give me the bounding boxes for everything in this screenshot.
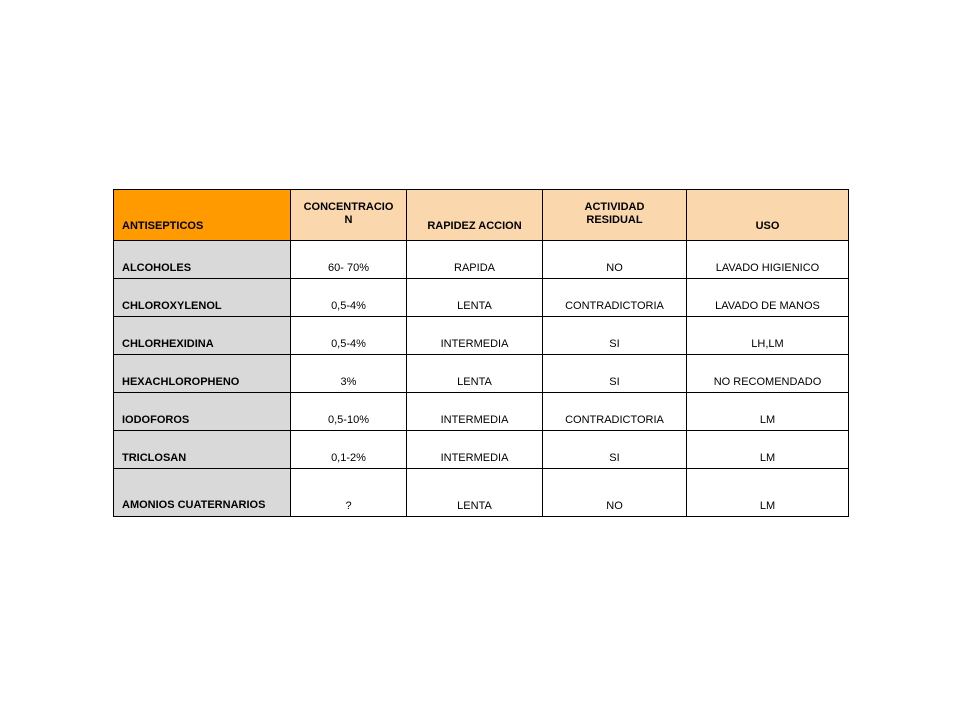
header-concentracion xyxy=(291,190,407,241)
cell-antiseptico: ALCOHOLES xyxy=(114,241,291,279)
cell-uso: NO RECOMENDADO xyxy=(687,355,849,393)
header-rapidez-accion: RAPIDEZ ACCION xyxy=(407,190,543,241)
cell-rapidez: LENTA xyxy=(407,355,543,393)
cell-actividad: SI xyxy=(543,355,687,393)
cell-uso: LAVADO HIGIENICO xyxy=(687,241,849,279)
cell-antiseptico: TRICLOSAN xyxy=(114,431,291,469)
header-actividad-line2: RESIDUAL xyxy=(586,214,643,226)
cell-rapidez: INTERMEDIA xyxy=(407,431,543,469)
cell-uso: LM xyxy=(687,431,849,469)
header-antisepticos: ANTISEPTICOS xyxy=(114,190,291,241)
table-row xyxy=(114,279,849,317)
cell-antiseptico: CHLOROXYLENOL xyxy=(114,279,291,317)
cell-actividad: NO xyxy=(543,241,687,279)
table-row xyxy=(114,355,849,393)
cell-uso: LH,LM xyxy=(687,317,849,355)
cell-concentracion: 0,5-4% xyxy=(291,279,407,317)
cell-rapidez: INTERMEDIA xyxy=(407,393,543,431)
table-row xyxy=(114,469,849,517)
cell-actividad: CONTRADICTORIA xyxy=(543,279,687,317)
cell-actividad: NO xyxy=(543,469,687,517)
cell-concentracion: 3% xyxy=(291,355,407,393)
cell-rapidez: RAPIDA xyxy=(407,241,543,279)
antiseptics-table xyxy=(113,189,849,517)
cell-antiseptico: AMONIOS CUATERNARIOS xyxy=(114,469,291,517)
header-actividad-residual xyxy=(543,190,687,241)
header-concentracion-line1: CONCENTRACIO xyxy=(303,201,394,213)
cell-actividad: SI xyxy=(543,431,687,469)
table-row xyxy=(114,431,849,469)
table-row xyxy=(114,241,849,279)
cell-antiseptico: IODOFOROS xyxy=(114,393,291,431)
cell-rapidez: LENTA xyxy=(407,279,543,317)
cell-uso: LM xyxy=(687,393,849,431)
table-row xyxy=(114,393,849,431)
table-header-row xyxy=(114,190,849,241)
cell-rapidez: INTERMEDIA xyxy=(407,317,543,355)
cell-concentracion: 0,5-4% xyxy=(291,317,407,355)
cell-actividad: SI xyxy=(543,317,687,355)
cell-rapidez: LENTA xyxy=(407,469,543,517)
cell-uso: LM xyxy=(687,469,849,517)
cell-antiseptico: HEXACHLOROPHENO xyxy=(114,355,291,393)
cell-uso: LAVADO DE MANOS xyxy=(687,279,849,317)
header-actividad-line1: ACTIVIDAD xyxy=(584,201,645,213)
header-uso: USO xyxy=(687,190,849,241)
cell-concentracion: ? xyxy=(291,469,407,517)
header-concentracion-line2: N xyxy=(344,214,353,226)
cell-concentracion: 0,1-2% xyxy=(291,431,407,469)
table-row xyxy=(114,317,849,355)
cell-antiseptico: CHLORHEXIDINA xyxy=(114,317,291,355)
cell-concentracion: 60- 70% xyxy=(291,241,407,279)
cell-concentracion: 0,5-10% xyxy=(291,393,407,431)
cell-actividad: CONTRADICTORIA xyxy=(543,393,687,431)
